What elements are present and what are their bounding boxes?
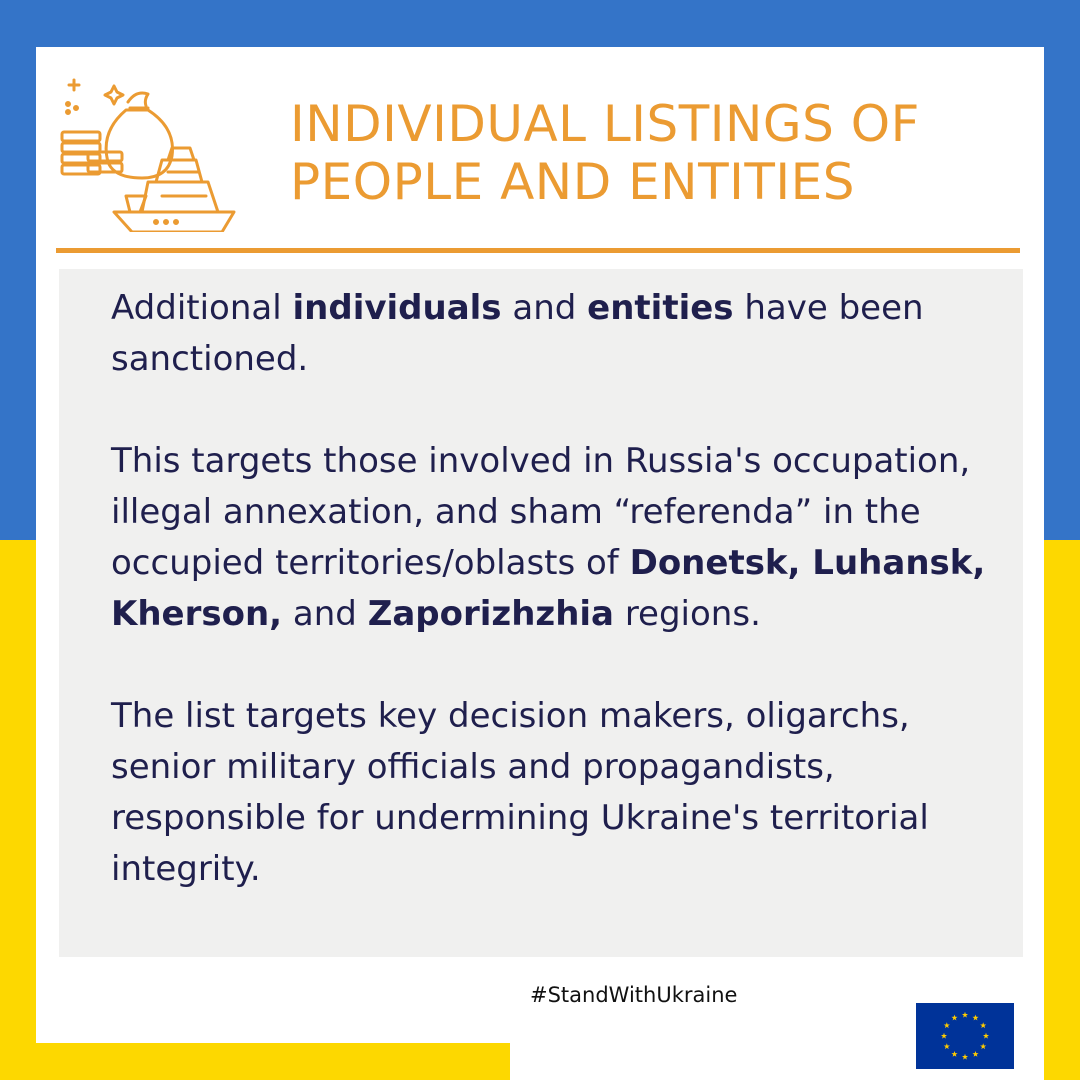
paragraph-2 [111, 436, 991, 640]
p1-bold-2: entities [587, 288, 734, 328]
p1-text-3: have been sanctioned. [111, 288, 924, 379]
title-line-2: PEOPLE AND ENTITIES [290, 153, 855, 211]
paragraph-3: The list targets key decision makers, oligarchs, senior military officials and propagandists, responsible for undermining Ukraine's territorial integrity. [111, 696, 929, 889]
money-bag-and-yacht-icon [56, 72, 246, 232]
p2-text-3: regions. [614, 594, 761, 634]
text-panel [59, 269, 1023, 957]
page-title [290, 95, 1030, 211]
p2-text-2: and [282, 594, 368, 634]
p1-text-1: Additional [111, 288, 293, 328]
body-text [111, 283, 991, 895]
p2-text-1: This targets those involved in Russia's occupation, illegal annexation, and sham “referenda” in the occupied territories/oblasts of [111, 441, 971, 583]
p1-bold-1: individuals [292, 288, 502, 328]
p1-text-2: and [501, 288, 588, 328]
p2-bold-2: Zaporizhzhia [367, 594, 615, 634]
title-line-1: INDIVIDUAL LISTINGS OF [290, 95, 920, 153]
p2-bold-1: Donetsk, Luhansk, Kherson, [111, 543, 986, 634]
eu-flag-icon [916, 1003, 1014, 1069]
hashtag: #StandWithUkraine [530, 983, 738, 1007]
content-card [36, 47, 1044, 1043]
title-divider [56, 248, 1020, 253]
paragraph-1 [111, 283, 991, 385]
